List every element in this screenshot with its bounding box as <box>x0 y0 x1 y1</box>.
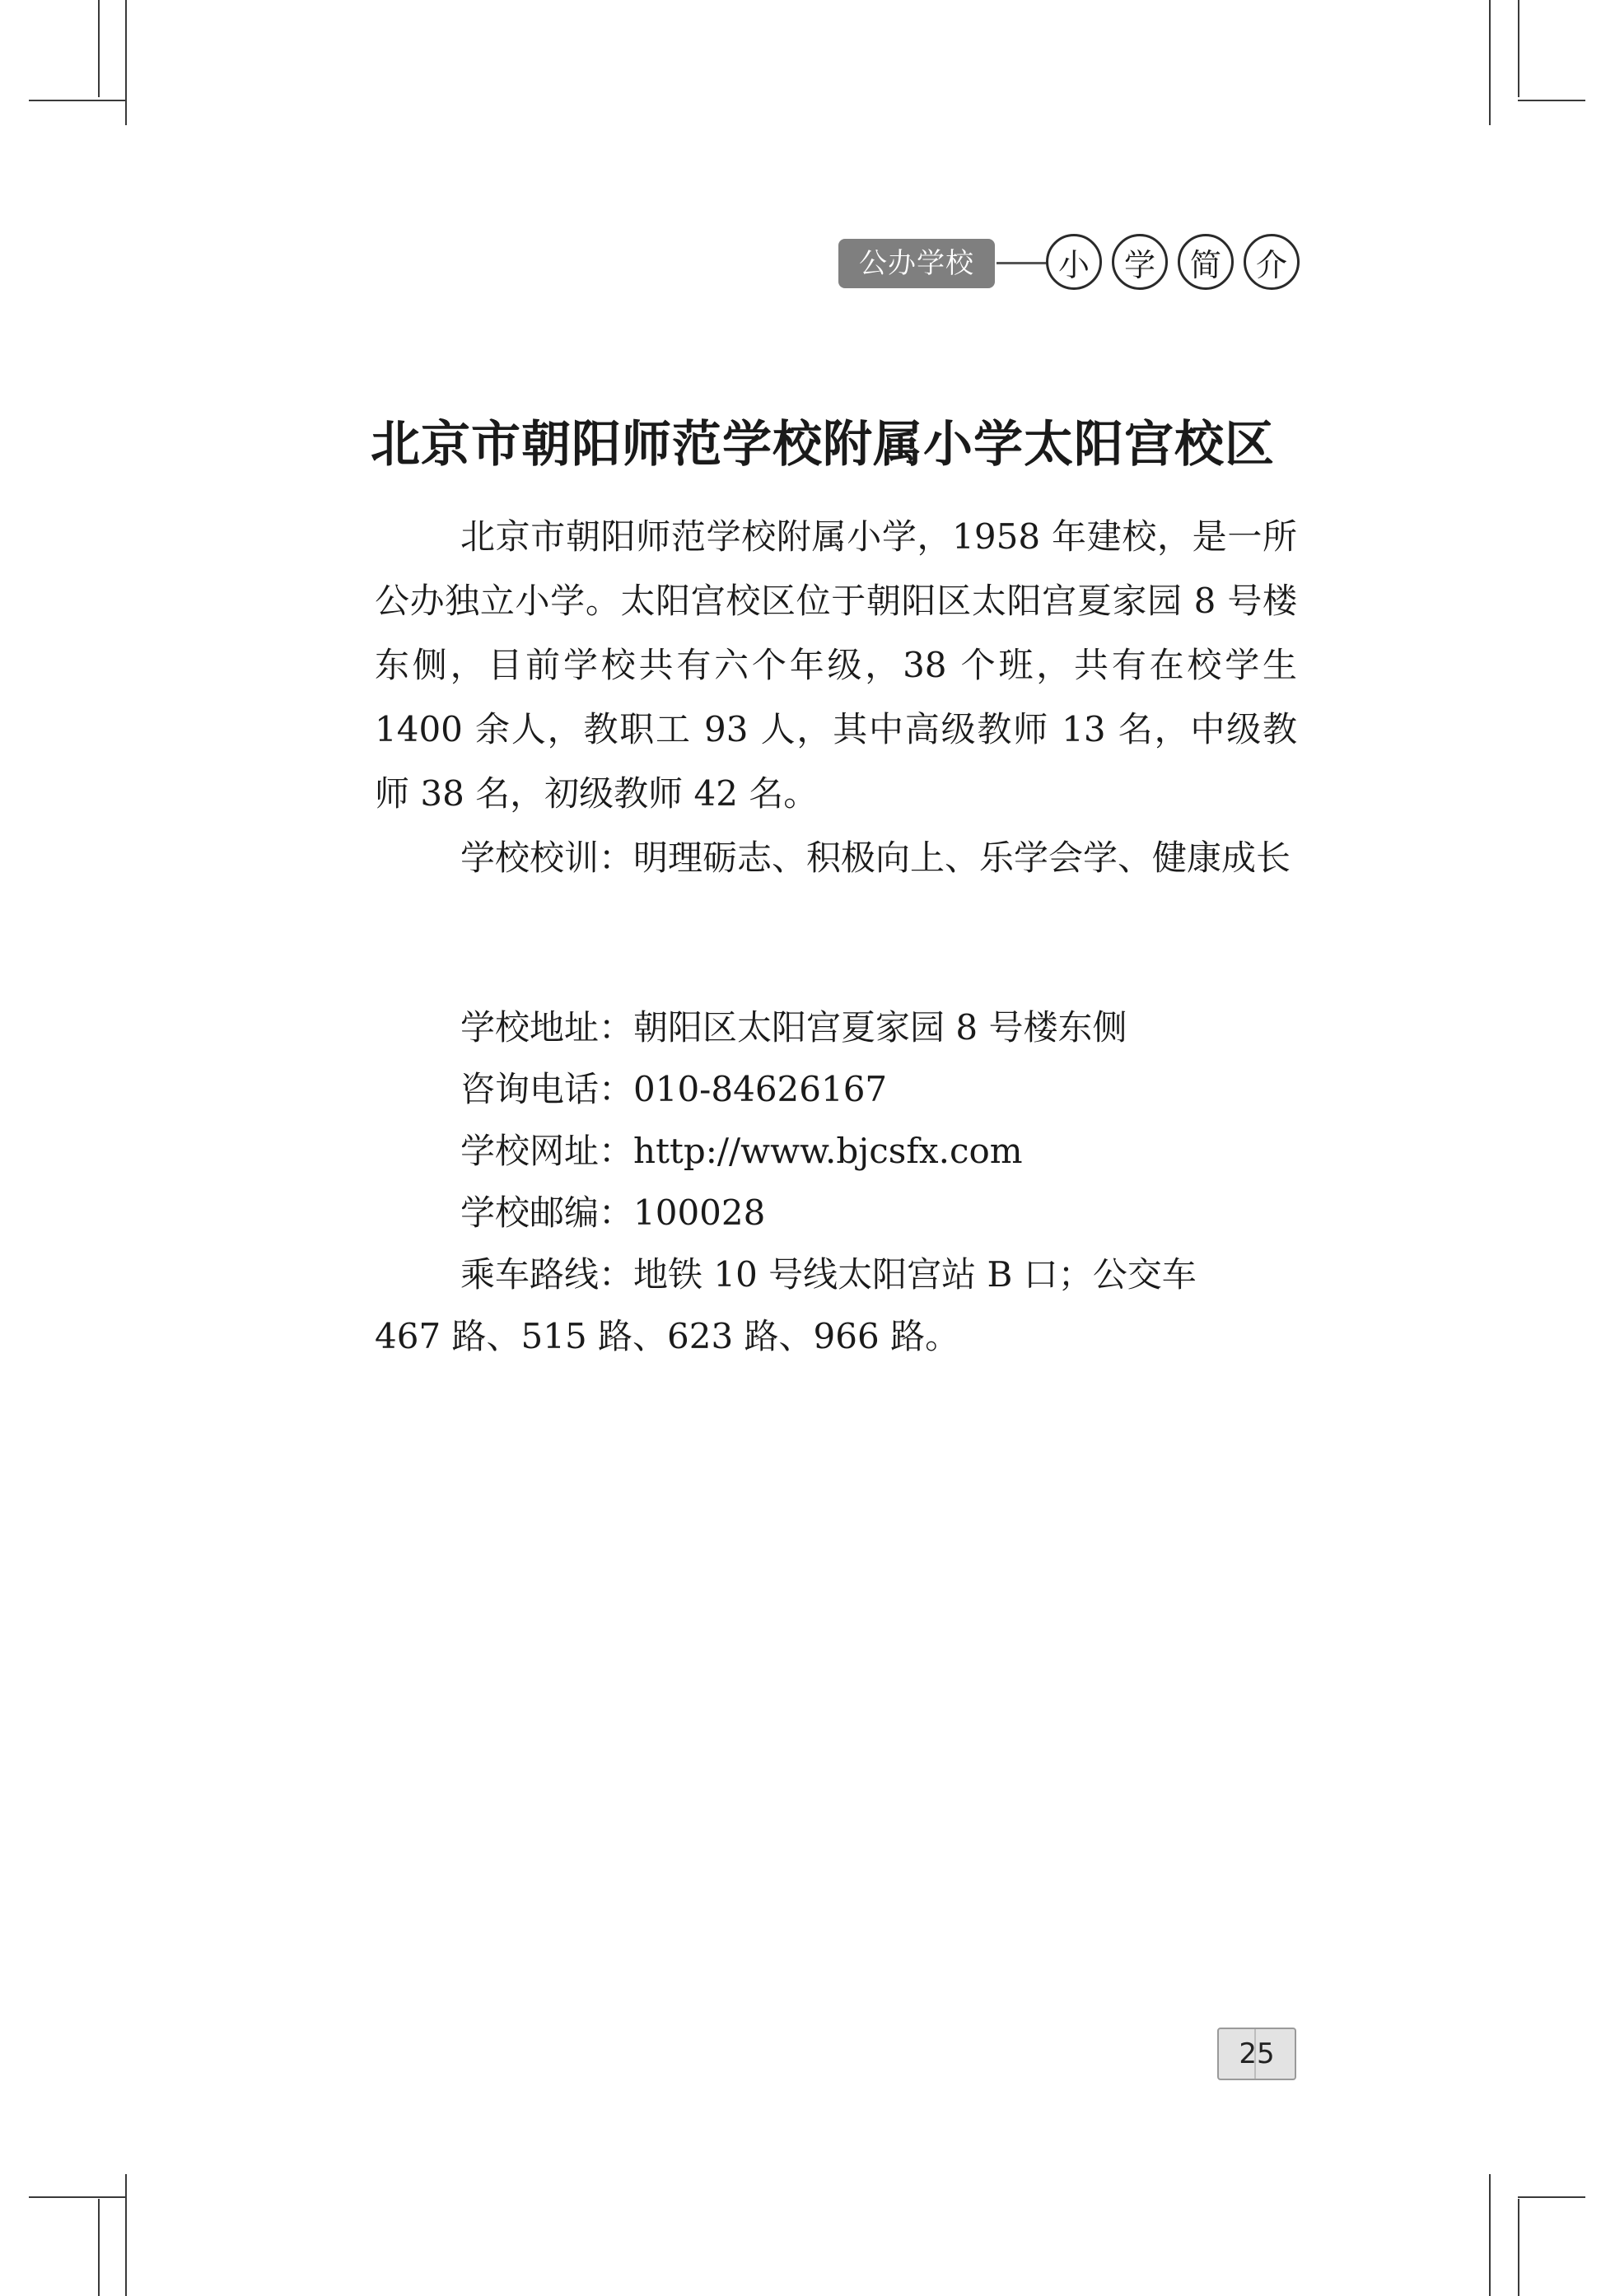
website-value: http://www.bjcsfx.com <box>633 1131 1023 1171</box>
circle-char: 介 <box>1244 234 1300 290</box>
crop-mark <box>1518 2199 1519 2296</box>
crop-mark <box>1489 2174 1491 2296</box>
postcode-value: 100028 <box>633 1192 766 1233</box>
phone-value: 010-84626167 <box>633 1069 888 1109</box>
address-value: 朝阳区太阳宫夏家园 8 号楼东侧 <box>633 1007 1127 1048</box>
crop-mark <box>98 2199 100 2296</box>
crop-mark <box>29 100 125 101</box>
category-badge: 公办学校 <box>838 239 995 288</box>
phone-label: 咨询电话： <box>460 1069 634 1109</box>
circle-char: 学 <box>1112 234 1168 290</box>
circle-char: 小 <box>1046 234 1102 290</box>
header-connector-line <box>997 262 1048 264</box>
crop-mark <box>125 2174 127 2296</box>
page-number-badge <box>1217 2028 1296 2084</box>
crop-mark <box>1518 0 1519 97</box>
circle-char: 简 <box>1178 234 1234 290</box>
postcode-label: 学校邮编： <box>460 1192 634 1233</box>
website-label: 学校网址： <box>460 1131 634 1171</box>
postcode-row <box>375 1182 1297 1244</box>
contact-info <box>375 996 1297 1367</box>
website-row <box>375 1120 1297 1182</box>
address-label: 学校地址： <box>460 1007 634 1048</box>
route-value-line2: 467 路、515 路、623 路、966 路。 <box>375 1316 960 1356</box>
route-row <box>375 1244 1297 1305</box>
intro-paragraph: 北京市朝阳师范学校附属小学，1958 年建校，是一所公办独立小学。太阳宫校区位于朝阳区太阳宫夏家园 8 号楼东侧，目前学校共有六个年级，38 个班，共有在校学生 1400 余人，教职工 93 人，其中高级教师 13 名，中级教师 38 名，初级教师 42 名。 <box>375 516 1297 814</box>
motto-paragraph: 学校校训：明理砺志、积极向上、乐学会学、健康成长 <box>460 838 1291 878</box>
address-row <box>375 996 1297 1058</box>
crop-mark <box>1489 0 1491 125</box>
school-description <box>375 505 1297 890</box>
phone-row <box>375 1058 1297 1120</box>
crop-mark <box>98 0 100 97</box>
route-value-line1: 地铁 10 号线太阳宫站 B 口；公交车 <box>633 1254 1197 1295</box>
page-number: 25 <box>1239 2037 1275 2070</box>
crop-mark <box>1518 2196 1585 2198</box>
section-header <box>838 234 1287 292</box>
route-label: 乘车路线： <box>460 1254 634 1295</box>
section-title-circles <box>1046 234 1300 290</box>
crop-mark <box>29 2196 125 2198</box>
page-title: 北京市朝阳师范学校附属小学太阳宫校区 <box>371 416 1275 474</box>
crop-mark <box>125 0 127 125</box>
crop-mark <box>1518 100 1585 101</box>
